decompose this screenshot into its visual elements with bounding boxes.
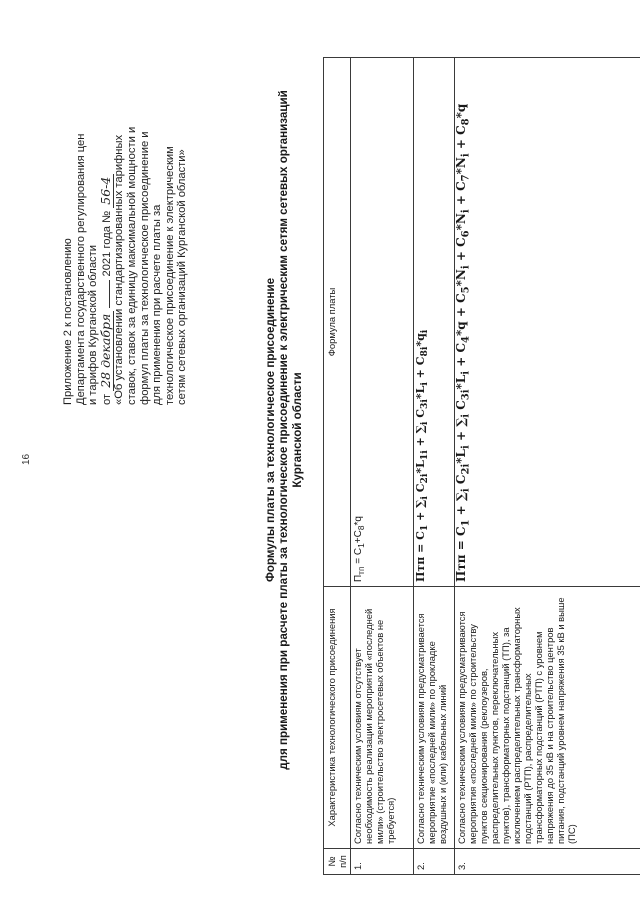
title-line-2: для применения при расчете платы за технологическое присоединение к электрическим сетям сетевых организаций <box>277 90 291 770</box>
appendix-line-10: сетям сетевых организаций Курганской области» <box>176 149 189 405</box>
handwritten-date: 28 декабря <box>98 311 114 391</box>
formula-3: Птп = $С_1 + \sum_i$ $С_{2i}*L_i + \sum_i$ $С_{3i}*L_i + С_4*q + С_5*N_i + С_6*N_i + С_7*N_i + С_8*q$ <box>454 103 472 582</box>
row-number: 1. <box>351 849 414 875</box>
row-characteristic: Согласно техническим условиям предусматривается мероприятие «последней мили» по прокладке воздушных и (или) кабельных линий <box>414 587 455 849</box>
formulas-table <box>323 57 640 875</box>
formula-1: $П_{тп} = С_1+С_8*q$ <box>353 516 366 582</box>
appendix-line-5: «Об установлении стандартизированных тарифных <box>113 134 126 405</box>
page-number: 16 <box>21 453 32 465</box>
row-formula <box>414 58 455 587</box>
document-title <box>264 15 304 845</box>
row-characteristic: Согласно техническим условиям отсутствует необходимость реализации мероприятий «последней мили» (строительство электросетевых объектов не требуется) <box>351 587 414 849</box>
appendix-line-2: Департамента государственного регулирования цен <box>74 133 87 405</box>
year-text: 2021 года № <box>100 210 113 277</box>
table-row <box>351 58 414 875</box>
date-underline <box>109 280 110 308</box>
row-characteristic: Согласно техническим условиям предусматриваются мероприятия «последней мили» по строительству пунктов секционирования (реклоузеров, распределительных пунктов, переключательных пунктов), трансформаторных подстанций (ТП), за исключением распределительных трансформаторных подстанций (РТП), распределительных трансформаторных подстанций (РТП) с уровнем напряжения до 35 кВ и на строительство центров питания, подстанций уровнем напряжения 35 кВ и выше (ПС) <box>455 587 640 849</box>
table-row <box>455 58 640 875</box>
header-formula: Формула платы <box>324 58 351 587</box>
header-characteristic: Характеристика технологического присоединения <box>324 587 351 849</box>
date-prefix: от <box>100 393 113 405</box>
row-number: 3. <box>455 849 640 875</box>
appendix-line-9: технологическое присоединение к электрическим <box>163 146 176 405</box>
appendix-line-3: и тарифов Курганской области <box>87 244 100 405</box>
row-formula <box>351 58 414 587</box>
appendix-line-6: ставок, ставок за единицу максимальной мощности и <box>125 126 138 405</box>
row-number: 2. <box>414 849 455 875</box>
formula-2: Птп = $С_1 + \sum_i$ $С_{2i}*L_{1i} + \sum_i$ $С_{3i}*L_i + С_{8i}*q_i$ <box>414 329 431 582</box>
title-line-1: Формулы платы за технологическое присоединение <box>264 277 277 583</box>
row-formula <box>455 58 640 587</box>
appendix-line-8: для применения при расчете платы за <box>151 204 164 405</box>
table-header-row <box>324 58 351 875</box>
appendix-line-1: Приложение 2 к постановлению <box>62 238 74 405</box>
table-row <box>414 58 455 875</box>
header-num: № п/п <box>324 849 351 875</box>
title-line-3: Курганской области <box>290 372 304 488</box>
appendix-header <box>62 37 189 405</box>
handwritten-number: 56-4 <box>98 174 114 208</box>
appendix-line-7: формул платы за технологическое присоединение и <box>138 131 151 405</box>
appendix-date-line <box>97 37 114 405</box>
